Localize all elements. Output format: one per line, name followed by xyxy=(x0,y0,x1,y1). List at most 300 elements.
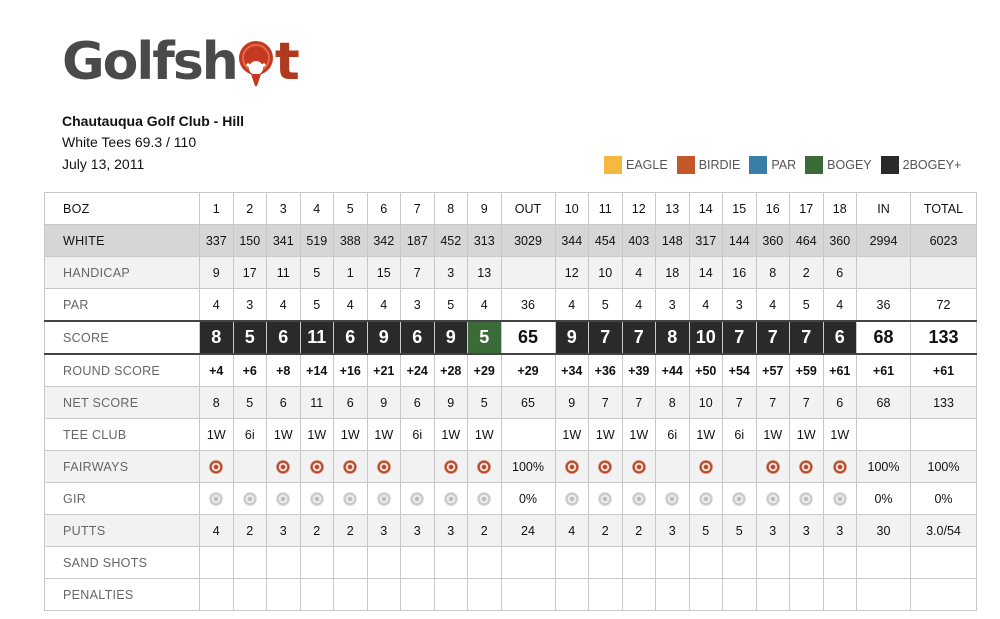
score-cell-2bogey: 9 xyxy=(367,321,401,354)
sand-shots-cell xyxy=(300,547,334,579)
net-score-cell: 68 xyxy=(857,387,911,419)
hole-header-18: 18 xyxy=(823,193,857,225)
legend-swatch xyxy=(677,156,695,174)
tee-club-cell: 1W xyxy=(200,419,234,451)
putts-cell: 2 xyxy=(589,515,623,547)
net-score-cell: 6 xyxy=(267,387,301,419)
net-score-cell: 5 xyxy=(233,387,267,419)
legend-item-bogey xyxy=(805,156,871,174)
tee-club-cell: 6i xyxy=(723,419,757,451)
fairways-cell xyxy=(300,451,334,483)
fairways-cell xyxy=(756,451,790,483)
white-cell: 403 xyxy=(622,225,656,257)
tee-club-cell xyxy=(501,419,555,451)
net-score-cell: 9 xyxy=(555,387,589,419)
handicap-cell: 15 xyxy=(367,257,401,289)
score-cell-2bogey: 9 xyxy=(555,321,589,354)
fairways-cell xyxy=(267,451,301,483)
legend-item-eagle xyxy=(604,156,668,174)
gir-cell xyxy=(434,483,468,515)
legend-item-2bogey-plus xyxy=(881,156,962,174)
course-name: Chautauqua Golf Club - Hill xyxy=(62,113,244,129)
net-score-cell: 9 xyxy=(434,387,468,419)
fairways-cell xyxy=(434,451,468,483)
fairway-hit-icon xyxy=(209,460,223,474)
score-cell-2bogey: 6 xyxy=(334,321,368,354)
fairway-hit-icon xyxy=(310,460,324,474)
sand-shots-cell xyxy=(823,547,857,579)
row-score xyxy=(45,321,977,354)
round-score-cell: +54 xyxy=(723,354,757,387)
fairways-cell: 100% xyxy=(857,451,911,483)
gir-miss-icon xyxy=(310,492,324,506)
row-label-putts: PUTTS xyxy=(45,515,200,547)
row-label-tee-club: TEE CLUB xyxy=(45,419,200,451)
penalties-cell xyxy=(790,579,824,611)
par-cell: 4 xyxy=(367,289,401,322)
par-cell: 3 xyxy=(723,289,757,322)
white-cell: 452 xyxy=(434,225,468,257)
net-score-cell: 7 xyxy=(723,387,757,419)
handicap-cell: 16 xyxy=(723,257,757,289)
gir-miss-icon xyxy=(766,492,780,506)
gir-miss-icon xyxy=(209,492,223,506)
putts-cell: 4 xyxy=(200,515,234,547)
handicap-cell: 8 xyxy=(756,257,790,289)
sand-shots-cell xyxy=(790,547,824,579)
tee-club-cell: 1W xyxy=(756,419,790,451)
tee-club-cell: 1W xyxy=(823,419,857,451)
putts-cell: 3 xyxy=(790,515,824,547)
handicap-cell: 12 xyxy=(555,257,589,289)
hole-header-13: 13 xyxy=(656,193,690,225)
handicap-cell xyxy=(857,257,911,289)
gir-miss-icon xyxy=(598,492,612,506)
gir-miss-icon xyxy=(276,492,290,506)
net-score-cell: 11 xyxy=(300,387,334,419)
round-score-cell: +29 xyxy=(468,354,502,387)
round-score-cell: +50 xyxy=(689,354,723,387)
hole-header-out: OUT xyxy=(501,193,555,225)
tee-club-cell: 1W xyxy=(300,419,334,451)
white-cell: 360 xyxy=(823,225,857,257)
gir-cell: 0% xyxy=(911,483,977,515)
penalties-cell xyxy=(233,579,267,611)
gir-cell xyxy=(689,483,723,515)
round-score-cell: +28 xyxy=(434,354,468,387)
gir-cell: 0% xyxy=(501,483,555,515)
row-label-white: WHITE xyxy=(45,225,200,257)
round-score-cell: +4 xyxy=(200,354,234,387)
handicap-cell: 10 xyxy=(589,257,623,289)
row-label-penalties: PENALTIES xyxy=(45,579,200,611)
row-white xyxy=(45,225,977,257)
tee-rating: White Tees 69.3 / 110 xyxy=(62,134,197,150)
gir-cell xyxy=(656,483,690,515)
legend-item-par xyxy=(749,156,796,174)
handicap-cell: 6 xyxy=(823,257,857,289)
handicap-cell: 9 xyxy=(200,257,234,289)
row-gir xyxy=(45,483,977,515)
sand-shots-cell xyxy=(656,547,690,579)
white-cell: 144 xyxy=(723,225,757,257)
penalties-cell xyxy=(401,579,435,611)
fairway-hit-icon xyxy=(766,460,780,474)
score-cell-2bogey: 7 xyxy=(723,321,757,354)
logo-wordmark-start: Golfsh xyxy=(62,32,237,92)
sand-shots-cell xyxy=(233,547,267,579)
par-cell: 4 xyxy=(756,289,790,322)
par-cell: 3 xyxy=(401,289,435,322)
fairways-cell xyxy=(689,451,723,483)
white-cell: 388 xyxy=(334,225,368,257)
player-name: BOZ xyxy=(45,193,200,225)
row-handicap xyxy=(45,257,977,289)
tee-club-cell: 1W xyxy=(555,419,589,451)
handicap-cell: 1 xyxy=(334,257,368,289)
legend-label: BIRDIE xyxy=(698,158,741,172)
par-cell: 5 xyxy=(300,289,334,322)
row-par xyxy=(45,289,977,322)
row-label-par: PAR xyxy=(45,289,200,322)
round-score-cell: +59 xyxy=(790,354,824,387)
gir-cell xyxy=(823,483,857,515)
tee-club-cell: 1W xyxy=(367,419,401,451)
white-cell: 337 xyxy=(200,225,234,257)
row-label-handicap: HANDICAP xyxy=(45,257,200,289)
round-score-cell: +6 xyxy=(233,354,267,387)
putts-cell: 4 xyxy=(555,515,589,547)
handicap-cell: 4 xyxy=(622,257,656,289)
score-cell-2bogey: 8 xyxy=(656,321,690,354)
gir-miss-icon xyxy=(799,492,813,506)
penalties-cell xyxy=(823,579,857,611)
golfshot-logo xyxy=(62,16,298,92)
gir-cell xyxy=(233,483,267,515)
putts-cell: 2 xyxy=(334,515,368,547)
row-putts xyxy=(45,515,977,547)
gir-cell xyxy=(367,483,401,515)
penalties-cell xyxy=(434,579,468,611)
hole-header-6: 6 xyxy=(367,193,401,225)
sand-shots-cell xyxy=(723,547,757,579)
gir-cell: 0% xyxy=(857,483,911,515)
round-score-cell: +21 xyxy=(367,354,401,387)
fairways-cell: 100% xyxy=(501,451,555,483)
par-cell: 4 xyxy=(468,289,502,322)
handicap-cell: 11 xyxy=(267,257,301,289)
row-label-round-score: ROUND SCORE xyxy=(45,354,200,387)
gir-miss-icon xyxy=(665,492,679,506)
fairways-cell xyxy=(823,451,857,483)
row-label-score: SCORE xyxy=(45,321,200,354)
par-cell: 36 xyxy=(857,289,911,322)
tee-club-cell: 1W xyxy=(622,419,656,451)
scorecard-header-row xyxy=(45,193,977,225)
tee-club-cell: 1W xyxy=(790,419,824,451)
hole-header-5: 5 xyxy=(334,193,368,225)
white-cell: 313 xyxy=(468,225,502,257)
par-cell: 3 xyxy=(656,289,690,322)
round-score-cell: +39 xyxy=(622,354,656,387)
gir-cell xyxy=(267,483,301,515)
score-cell-bogey: 5 xyxy=(468,321,502,354)
gir-cell xyxy=(756,483,790,515)
fairway-hit-icon xyxy=(276,460,290,474)
tee-club-cell: 1W xyxy=(434,419,468,451)
sand-shots-cell xyxy=(501,547,555,579)
sand-shots-cell xyxy=(468,547,502,579)
row-label-gir: GIR xyxy=(45,483,200,515)
fairways-cell xyxy=(401,451,435,483)
sand-shots-cell xyxy=(334,547,368,579)
white-cell: 454 xyxy=(589,225,623,257)
score-cell-2bogey: 5 xyxy=(233,321,267,354)
sand-shots-cell xyxy=(401,547,435,579)
putts-cell: 24 xyxy=(501,515,555,547)
gir-miss-icon xyxy=(565,492,579,506)
tee-club-cell xyxy=(911,419,977,451)
penalties-cell xyxy=(267,579,301,611)
row-tee-club xyxy=(45,419,977,451)
fairway-hit-icon xyxy=(444,460,458,474)
putts-cell: 3 xyxy=(434,515,468,547)
sand-shots-cell xyxy=(689,547,723,579)
gir-cell xyxy=(622,483,656,515)
putts-cell: 3.0/54 xyxy=(911,515,977,547)
round-score-cell: +14 xyxy=(300,354,334,387)
sand-shots-cell xyxy=(555,547,589,579)
par-cell: 4 xyxy=(200,289,234,322)
handicap-cell: 2 xyxy=(790,257,824,289)
score-cell-2bogey: 6 xyxy=(401,321,435,354)
gir-cell xyxy=(555,483,589,515)
score-cell-2bogey: 7 xyxy=(756,321,790,354)
net-score-cell: 133 xyxy=(911,387,977,419)
hole-header-2: 2 xyxy=(233,193,267,225)
par-cell: 4 xyxy=(555,289,589,322)
golf-ball-on-tee-icon xyxy=(236,34,276,88)
putts-cell: 5 xyxy=(723,515,757,547)
white-cell: 3029 xyxy=(501,225,555,257)
gir-cell xyxy=(723,483,757,515)
score-cell-2bogey: 7 xyxy=(589,321,623,354)
tee-club-cell: 1W xyxy=(589,419,623,451)
penalties-cell xyxy=(468,579,502,611)
fairway-hit-icon xyxy=(377,460,391,474)
sand-shots-cell xyxy=(589,547,623,579)
par-cell: 5 xyxy=(434,289,468,322)
white-cell: 150 xyxy=(233,225,267,257)
net-score-cell: 8 xyxy=(200,387,234,419)
par-cell: 4 xyxy=(689,289,723,322)
round-score-cell: +61 xyxy=(857,354,911,387)
putts-cell: 2 xyxy=(300,515,334,547)
handicap-cell: 3 xyxy=(434,257,468,289)
hole-header-15: 15 xyxy=(723,193,757,225)
white-cell: 519 xyxy=(300,225,334,257)
gir-cell xyxy=(589,483,623,515)
score-cell: 65 xyxy=(501,321,555,354)
fairways-cell xyxy=(622,451,656,483)
fairway-hit-icon xyxy=(699,460,713,474)
gir-miss-icon xyxy=(632,492,646,506)
gir-miss-icon xyxy=(243,492,257,506)
round-score-cell: +24 xyxy=(401,354,435,387)
gir-cell xyxy=(200,483,234,515)
fairway-hit-icon xyxy=(565,460,579,474)
par-cell: 4 xyxy=(823,289,857,322)
legend-label: PAR xyxy=(771,158,797,172)
round-score-cell: +8 xyxy=(267,354,301,387)
par-cell: 72 xyxy=(911,289,977,322)
hole-header-9: 9 xyxy=(468,193,502,225)
gir-cell xyxy=(401,483,435,515)
hole-header-7: 7 xyxy=(401,193,435,225)
net-score-cell: 8 xyxy=(656,387,690,419)
hole-header-in: IN xyxy=(857,193,911,225)
white-cell: 148 xyxy=(656,225,690,257)
legend-swatch xyxy=(749,156,767,174)
round-score-cell: +57 xyxy=(756,354,790,387)
penalties-cell xyxy=(756,579,790,611)
penalties-cell xyxy=(622,579,656,611)
putts-cell: 3 xyxy=(823,515,857,547)
penalties-cell xyxy=(723,579,757,611)
score-cell: 68 xyxy=(857,321,911,354)
putts-cell: 2 xyxy=(233,515,267,547)
fairway-hit-icon xyxy=(598,460,612,474)
fairways-cell: 100% xyxy=(911,451,977,483)
net-score-cell: 6 xyxy=(401,387,435,419)
par-cell: 4 xyxy=(622,289,656,322)
tee-club-cell: 1W xyxy=(689,419,723,451)
legend-label: EAGLE xyxy=(626,158,668,172)
legend-item-birdie xyxy=(677,156,741,174)
net-score-cell: 7 xyxy=(589,387,623,419)
putts-cell: 3 xyxy=(401,515,435,547)
sand-shots-cell xyxy=(267,547,301,579)
par-cell: 3 xyxy=(233,289,267,322)
round-score-cell: +61 xyxy=(823,354,857,387)
legend-label: BOGEY xyxy=(827,158,872,172)
white-cell: 2994 xyxy=(857,225,911,257)
net-score-cell: 7 xyxy=(622,387,656,419)
score-cell: 133 xyxy=(911,321,977,354)
gir-cell xyxy=(300,483,334,515)
fairways-cell xyxy=(468,451,502,483)
fairway-hit-icon xyxy=(799,460,813,474)
par-cell: 5 xyxy=(790,289,824,322)
logo-wordmark-end: t xyxy=(274,32,298,92)
round-score-cell: +16 xyxy=(334,354,368,387)
hole-header-12: 12 xyxy=(622,193,656,225)
hole-header-4: 4 xyxy=(300,193,334,225)
score-cell-2bogey: 9 xyxy=(434,321,468,354)
fairways-cell xyxy=(200,451,234,483)
fairway-hit-icon xyxy=(632,460,646,474)
scorecard-table xyxy=(44,192,977,611)
net-score-cell: 5 xyxy=(468,387,502,419)
handicap-cell: 14 xyxy=(689,257,723,289)
gir-miss-icon xyxy=(410,492,424,506)
hole-header-3: 3 xyxy=(267,193,301,225)
hole-header-8: 8 xyxy=(434,193,468,225)
putts-cell: 2 xyxy=(622,515,656,547)
tee-club-cell: 1W xyxy=(468,419,502,451)
handicap-cell: 17 xyxy=(233,257,267,289)
par-cell: 4 xyxy=(267,289,301,322)
row-label-sand-shots: SAND SHOTS xyxy=(45,547,200,579)
par-cell: 36 xyxy=(501,289,555,322)
penalties-cell xyxy=(656,579,690,611)
white-cell: 187 xyxy=(401,225,435,257)
sand-shots-cell xyxy=(622,547,656,579)
white-cell: 6023 xyxy=(911,225,977,257)
white-cell: 342 xyxy=(367,225,401,257)
fairways-cell xyxy=(790,451,824,483)
penalties-cell xyxy=(300,579,334,611)
net-score-cell: 10 xyxy=(689,387,723,419)
score-cell-2bogey: 7 xyxy=(790,321,824,354)
gir-miss-icon xyxy=(477,492,491,506)
penalties-cell xyxy=(367,579,401,611)
putts-cell: 30 xyxy=(857,515,911,547)
tee-club-cell: 6i xyxy=(233,419,267,451)
gir-cell xyxy=(334,483,368,515)
fairways-cell xyxy=(589,451,623,483)
penalties-cell xyxy=(501,579,555,611)
row-label-fairways: FAIRWAYS xyxy=(45,451,200,483)
score-cell-2bogey: 7 xyxy=(622,321,656,354)
penalties-cell xyxy=(555,579,589,611)
handicap-cell: 13 xyxy=(468,257,502,289)
net-score-cell: 65 xyxy=(501,387,555,419)
legend-swatch xyxy=(805,156,823,174)
putts-cell: 3 xyxy=(656,515,690,547)
gir-cell xyxy=(468,483,502,515)
gir-miss-icon xyxy=(444,492,458,506)
row-round-score xyxy=(45,354,977,387)
tee-club-cell: 6i xyxy=(401,419,435,451)
score-cell-2bogey: 11 xyxy=(300,321,334,354)
row-fairways xyxy=(45,451,977,483)
gir-miss-icon xyxy=(833,492,847,506)
gir-miss-icon xyxy=(699,492,713,506)
par-cell: 4 xyxy=(334,289,368,322)
hole-header-1: 1 xyxy=(200,193,234,225)
penalties-cell xyxy=(334,579,368,611)
handicap-cell xyxy=(911,257,977,289)
net-score-cell: 6 xyxy=(823,387,857,419)
penalties-cell xyxy=(689,579,723,611)
fairway-hit-icon xyxy=(477,460,491,474)
score-cell-2bogey: 10 xyxy=(689,321,723,354)
round-score-cell: +29 xyxy=(501,354,555,387)
score-cell-2bogey: 6 xyxy=(823,321,857,354)
putts-cell: 3 xyxy=(367,515,401,547)
round-score-cell: +34 xyxy=(555,354,589,387)
gir-cell xyxy=(790,483,824,515)
sand-shots-cell xyxy=(200,547,234,579)
round-score-cell: +36 xyxy=(589,354,623,387)
score-legend xyxy=(604,156,970,174)
white-cell: 341 xyxy=(267,225,301,257)
handicap-cell xyxy=(501,257,555,289)
round-score-cell: +44 xyxy=(656,354,690,387)
fairways-cell xyxy=(233,451,267,483)
penalties-cell xyxy=(857,579,911,611)
